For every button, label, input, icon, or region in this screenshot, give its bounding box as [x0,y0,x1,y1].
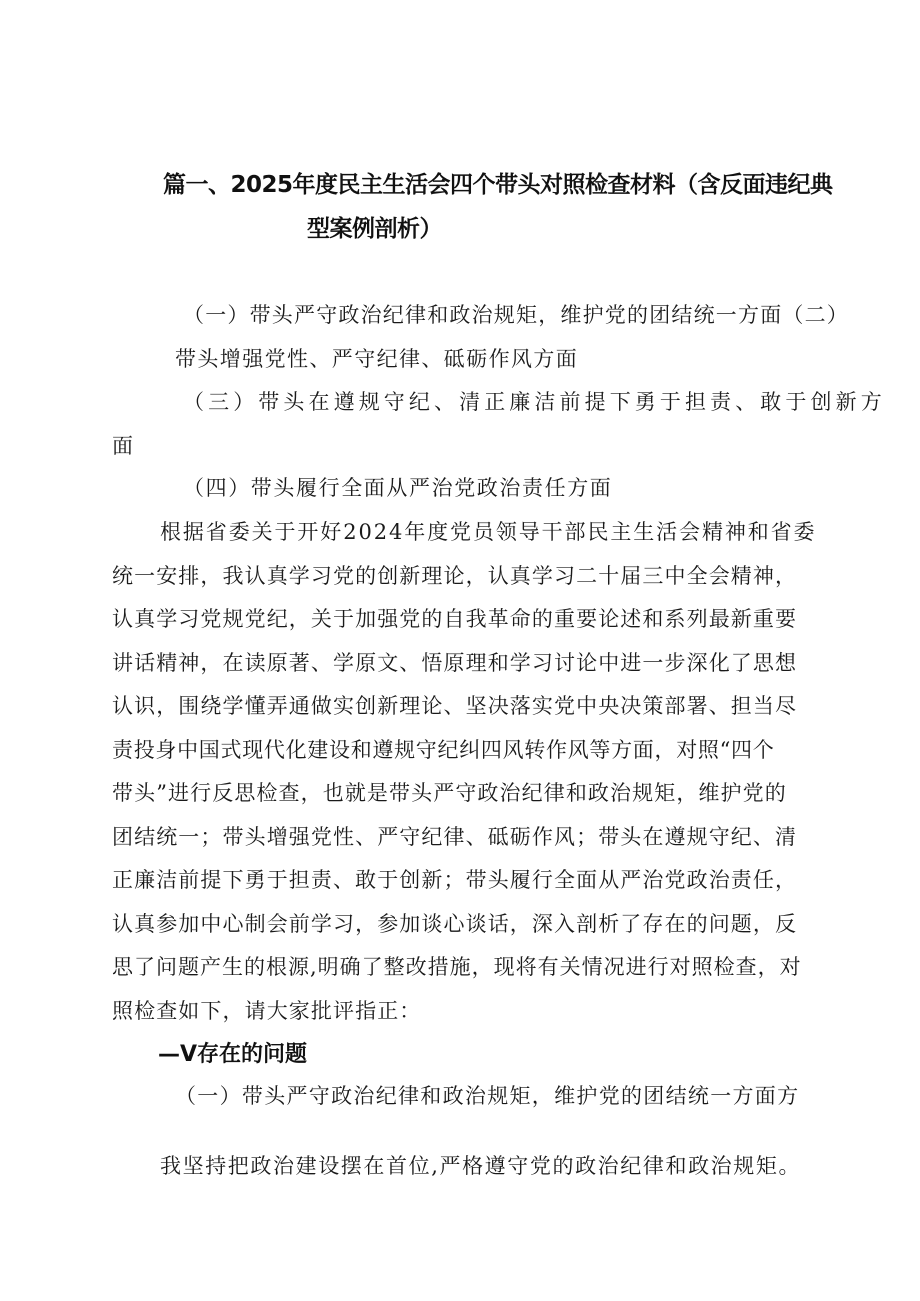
intro-line-10: 认真参加中心制会前学习，参加谈心谈话，深入剖析了存在的问题，反 [112,912,798,936]
document-title-line-2: 型案例剖析） [307,216,442,242]
intro-line-9: 正廉洁前提下勇于担责、敢于创新；带头履行全面从严治党政治责任， [112,868,798,892]
subsection-heading: （一）带头严守政治纪律和政治规矩，维护党的团结统一方面方 [175,1084,800,1108]
intro-line-6: 责投身中国式现代化建设和遵规守纪纠四风转作风等方面，对照“四个 [112,738,775,762]
section-heading: —V存在的问题 [158,1042,308,1067]
toc-line-4: 面 [112,434,133,458]
intro-line-11: 思了问题产生的根源,明确了整改措施，现将有关情况进行对照检查，对 [112,955,802,979]
intro-line-3: 认真学习党规党纪，关于加强党的自我革命的重要论述和系列最新重要 [112,607,798,631]
intro-line-4: 讲话精神，在读原著、学原文、悟原理和学习讨论中进一步深化了思想 [112,651,798,675]
toc-line-3: （三）带头在遵规守纪、清正廉洁前提下勇于担责、敢于创新方 [183,390,886,414]
intro-line-12: 照检查如下，请大家批评指正： [112,999,422,1023]
document-title-line-1: 篇一、2025年度民主生活会四个带头对照检查材料（含反面违纪典 [163,172,833,198]
intro-line-5: 认识，围绕学懂弄通做实创新理论、坚决落实党中央决策部署、担当尽 [112,694,798,718]
intro-line-1: 根据省委关于开好2024年度党员领导干部民主生活会精神和省委 [160,520,817,544]
body-paragraph-line: 我坚持把政治建设摆在首位,严格遵守党的政治纪律和政治规矩。 [160,1154,802,1178]
intro-line-8: 团结统一；带头增强党性、严守纪律、砥砺作风；带头在遵规守纪、清 [112,825,798,849]
intro-line-2: 统一安排，我认真学习党的创新理论，认真学习二十届三中全会精神， [112,564,798,588]
toc-line-5: （四）带头履行全面从严治党政治责任方面 [183,476,613,500]
toc-line-1: （一）带头严守政治纪律和政治规矩，维护党的团结统一方面（二） [183,303,849,327]
intro-line-7: 带头”进行反思检查，也就是带头严守政治纪律和政治规矩，维护党的 [112,781,787,805]
toc-line-2: 带头增强党性、严守纪律、砥砺作风方面 [175,347,579,371]
